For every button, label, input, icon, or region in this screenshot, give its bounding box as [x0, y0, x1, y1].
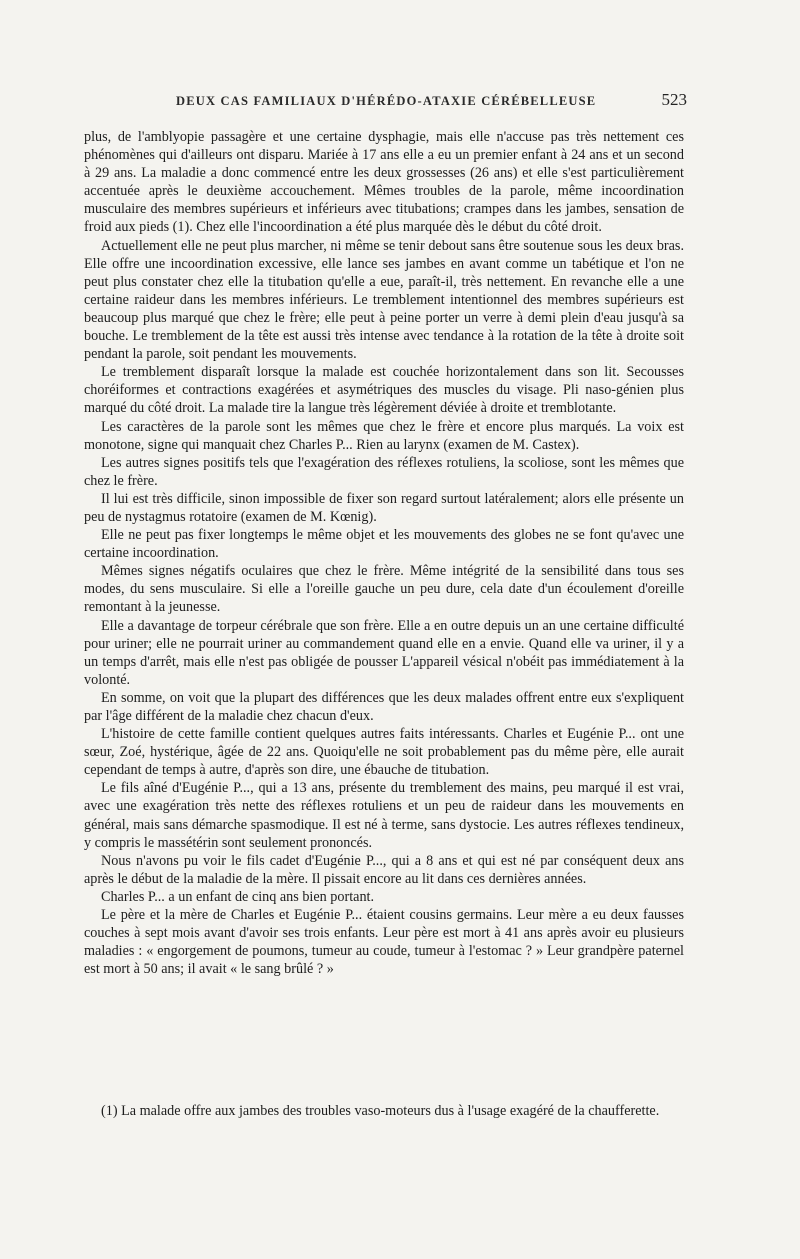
paragraph: Les autres signes positifs tels que l'exagération des réflexes rotuliens, la scoliose, sont les mêmes que chez le frère. [84, 454, 684, 489]
paragraph: Le fils aîné d'Eugénie P..., qui a 13 ans, présente du tremblement des mains, peu marqué il est vrai, avec une exagération très nette des réflexes rotuliens et un peu de raideur dans les mouvements en général, mais sans démarche spasmodique. Il est né à terme, sans dystocie. Les autres réflexes tendineux, y compris le massétérin sont seulement prononcés. [84, 780, 684, 851]
paragraph: Charles P... a un enfant de cinq ans bien portant. [101, 888, 375, 905]
paragraph: L'histoire de cette famille contient quelques autres faits intéressants. Charles et Eugénie P... ont une sœur, Zoé, hystérique, âgée de 22 ans. Quoiqu'elle ne soit probablement pas du même père, elle aurait cependant de temps à autre, d'après son dire, une ébauche de titubation. [84, 726, 684, 779]
footnote-text: (1) La malade offre aux jambes des troubles vaso-moteurs dus à l'usage exagéré de la chaufferette. [101, 1103, 660, 1119]
paragraph-continuation: plus, de l'amblyopie passagère et une certaine dysphagie, mais elle n'accuse pas très nettement ces phénomènes qui d'ailleurs ont disparu. Mariée à 17 ans elle a eu un premier enfant à 24 ans et un second à 29 ans. La maladie a donc commencé entre les deux grossesses (26 ans) et elle s'est particulièrement accentuée après le deuxième accouchement. Mêmes troubles de la parole, même incoordination musculaire des membres supérieurs et inférieurs avec titubations; crampes dans les jambes, sensation de froid aux pieds (1). Chez elle l'incoordination a été plus marquée dès le début du côté droit. [84, 129, 684, 236]
paragraph: Elle ne peut pas fixer longtemps le même objet et les mouvements des globes ne se font qu'avec une certaine incoordination. [84, 527, 684, 562]
running-title: DEUX CAS FAMILIAUX D'HÉRÉDO-ATAXIE CÉRÉBELLEUSE [176, 94, 597, 108]
paragraph: Elle a davantage de torpeur cérébrale que son frère. Elle a en outre depuis un an une certaine difficulté pour uriner; elle ne pourrait uriner au commandement quand elle en a envie. Quand elle va uriner, il y a un temps d'arrêt, mais elle n'est pas obligée de pousser L'appareil vésical n'obéit pas immédiatement à la volonté. [84, 617, 684, 688]
body-text [84, 128, 684, 978]
footnote [84, 1102, 684, 1120]
paragraph: Il lui est très difficile, sinon impossible de fixer son regard surtout latéralement; alors elle présente un peu de nystagmus rotatoire (examen de M. Kœnig). [84, 490, 684, 525]
paragraph: Les caractères de la parole sont les mêmes que chez le frère et encore plus marqués. La voix est monotone, signe qui manquait chez Charles P... Rien au larynx (examen de M. Castex). [84, 418, 684, 453]
paragraph: Le père et la mère de Charles et Eugénie P... étaient cousins germains. Leur mère a eu deux fausses couches à sept mois avant d'avoir ses trois enfants. Leur père est mort à 41 ans après avoir eu plusieurs maladies : « engorgement de poumons, tumeur au coude, tumeur à l'estomac ? » Leur grandpère paternel est mort à 50 ans; il avait « le sang brûlé ? » [84, 907, 684, 978]
page-header [84, 90, 687, 118]
page-number: 523 [661, 90, 687, 109]
paragraph: Mêmes signes négatifs oculaires que chez le frère. Même intégrité de la sensibilité dans tous ses modes, du sens musculaire. Si elle a l'oreille gauche un peu dure, cela date d'un écoulement d'oreille remontant à la jeunesse. [84, 563, 684, 616]
paragraph: En somme, on voit que la plupart des différences que les deux malades offrent entre eux s'expliquent par l'âge différent de la maladie chez chacun d'eux. [84, 689, 684, 724]
paragraph: Actuellement elle ne peut plus marcher, ni même se tenir debout sans être soutenue sous les deux bras. Elle offre une incoordination excessive, elle lance ses jambes en avant comme un tabétique et l'on ne peut plus constater chez elle la titubation qu'elle a eue, paraît-il, très nettement. En revanche elle a une certaine raideur dans les membres inférieurs. Le tremblement intentionnel des membres supérieurs est beaucoup plus marqué que chez le frère; elle peut à peine porter un verre à demi plein d'eau jusqu'à sa bouche. Le tremblement de la tête est aussi très intense avec tendance à la rotation de la tête à droite soit pendant la parole, soit pendant les mouvements. [84, 237, 684, 363]
paragraph: Le tremblement disparaît lorsque la malade est couchée horizontalement dans son lit. Secousses choréiformes et contractions exagérées et asymétriques des muscles du visage. Pli naso-génien plus marqué du côté droit. La malade tire la langue très légèrement déviée à droite et tremblotante. [84, 364, 684, 417]
paragraph: Nous n'avons pu voir le fils cadet d'Eugénie P..., qui a 8 ans et qui est né par conséquent deux ans après le début de la maladie de la mère. Il pissait encore au lit dans ces dernières années. [84, 852, 684, 887]
